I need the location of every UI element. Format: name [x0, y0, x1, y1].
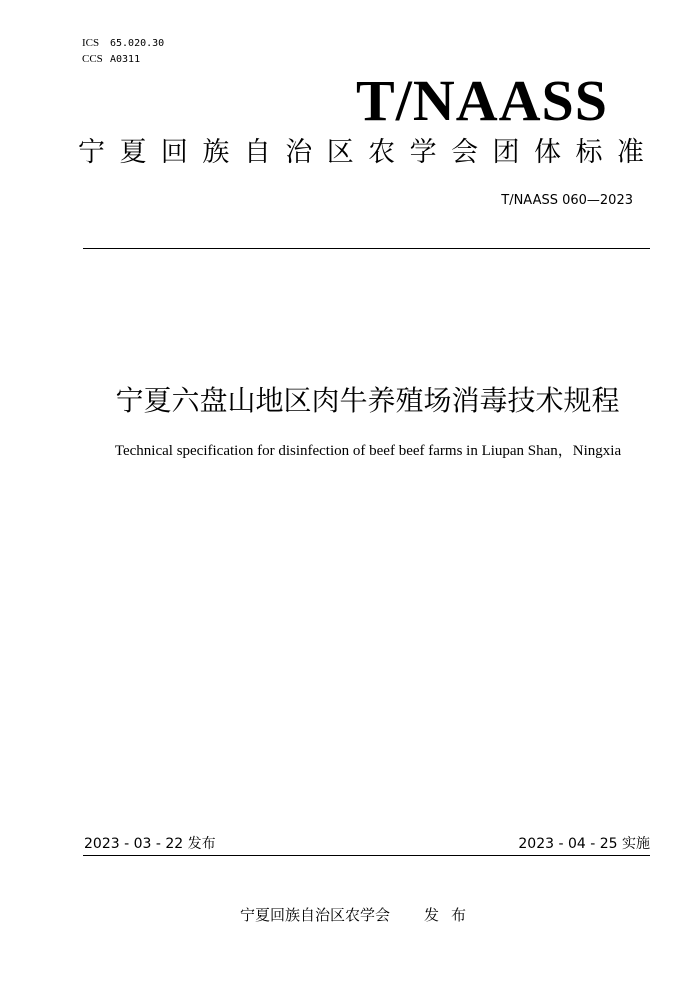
- publisher-line: [240, 904, 478, 926]
- ics-classification: [82, 36, 164, 51]
- standard-number: T/NAASS 060—2023: [501, 193, 633, 208]
- org-title-char: 治: [285, 137, 313, 168]
- org-title-char: 夏: [119, 137, 147, 168]
- ics-label: ICS: [82, 37, 100, 49]
- publisher-action: 发布: [424, 906, 479, 924]
- ccs-label: CCS: [82, 53, 103, 65]
- org-title-char: 准: [616, 137, 644, 168]
- publisher-name: 宁夏回族自治区农学会: [240, 906, 391, 924]
- organization-standard-title: [78, 134, 644, 172]
- ccs-code: A0311: [110, 54, 141, 65]
- org-title-char: 宁: [78, 137, 105, 168]
- org-title-char: 区: [326, 137, 354, 168]
- ics-code: 65.020.30: [110, 38, 165, 49]
- document-title-chinese: 宁夏六盘山地区肉牛养殖场消毒技术规程: [115, 384, 620, 417]
- ccs-classification: [82, 52, 140, 67]
- issue-date: 2023 - 03 - 22 发布: [84, 836, 216, 852]
- org-title-char: 族: [202, 137, 230, 168]
- standard-logo: T/NAASS: [356, 68, 608, 133]
- org-title-char: 会: [451, 137, 479, 168]
- header-divider: [83, 248, 650, 249]
- implementation-date: 2023 - 04 - 25 实施: [518, 836, 650, 852]
- org-title-char: 自: [243, 137, 271, 168]
- org-title-char: 团: [492, 137, 520, 168]
- org-title-char: 体: [533, 137, 561, 168]
- org-title-char: 农: [368, 137, 396, 168]
- org-title-char: 回: [160, 137, 188, 168]
- org-title-char: 学: [409, 137, 437, 168]
- org-title-char: 标: [575, 137, 603, 168]
- document-title-english: Technical specification for disinfection of beef beef farms in Liupan Shan，Ningxia: [114, 443, 622, 459]
- footer-divider: [83, 855, 650, 856]
